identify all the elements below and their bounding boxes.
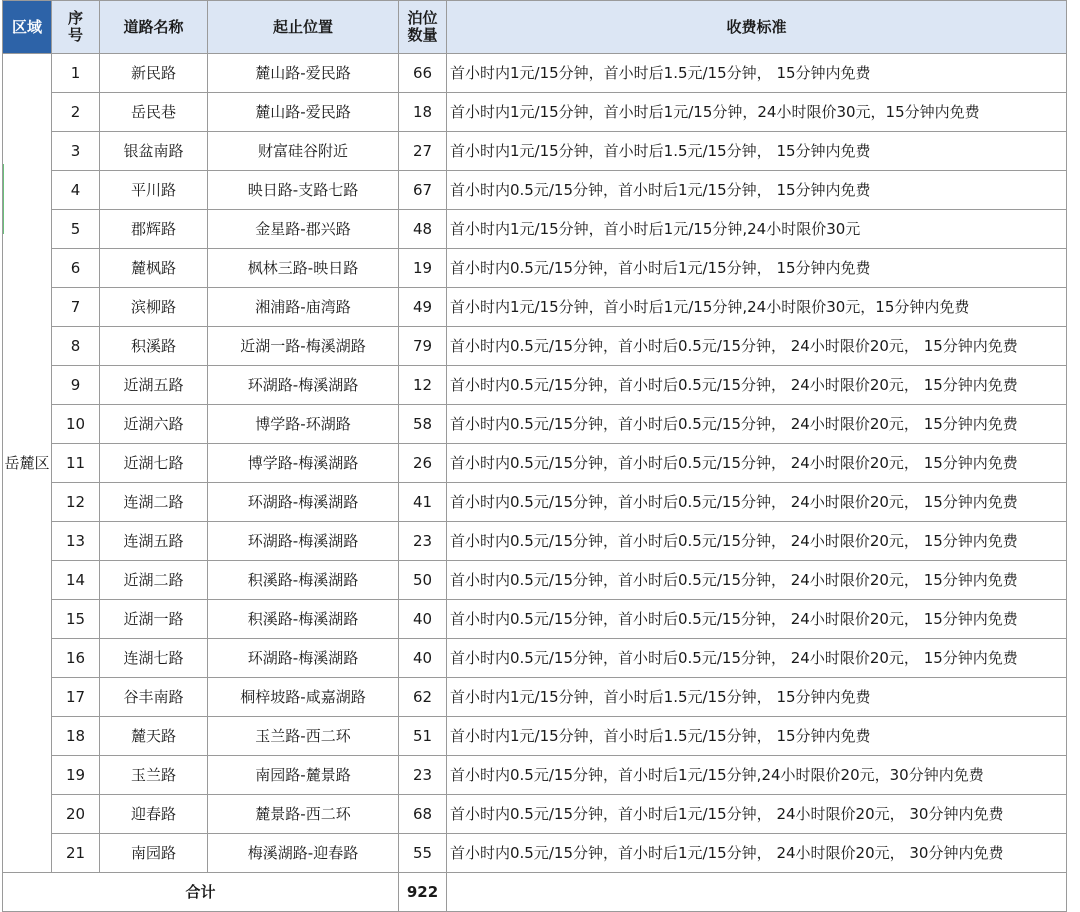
total-value: 922 xyxy=(399,873,447,912)
table-row xyxy=(3,132,1067,171)
fee-text: 首小时内1元/15分钟，首小时后1.5元/15分钟， 15分钟内免费 xyxy=(450,64,871,82)
header-range: 起止位置 xyxy=(208,1,399,54)
fee-text: 首小时内0.5元/15分钟，首小时后0.5元/15分钟， 24小时限价20元， 15分钟内免费 xyxy=(450,493,1018,511)
index-cell: 15 xyxy=(52,600,100,639)
total-label: 合计 xyxy=(3,873,399,912)
spots-cell: 67 xyxy=(399,171,447,210)
index-cell: 16 xyxy=(52,639,100,678)
road-name-cell: 玉兰路 xyxy=(100,756,208,795)
index-cell: 14 xyxy=(52,561,100,600)
index-cell: 6 xyxy=(52,249,100,288)
fee-cell xyxy=(447,522,1067,561)
fee-cell xyxy=(447,210,1067,249)
table-row xyxy=(3,561,1067,600)
fee-text: 首小时内0.5元/15分钟，首小时后1元/15分钟,24小时限价20元，30分钟内免费 xyxy=(450,766,984,784)
range-cell: 环湖路-梅溪湖路 xyxy=(208,483,399,522)
index-cell: 3 xyxy=(52,132,100,171)
spots-cell: 19 xyxy=(399,249,447,288)
fee-cell xyxy=(447,756,1067,795)
range-cell: 麓景路-西二环 xyxy=(208,795,399,834)
fee-cell xyxy=(447,834,1067,873)
road-name-cell: 滨柳路 xyxy=(100,288,208,327)
road-name-cell: 连湖七路 xyxy=(100,639,208,678)
fee-text: 首小时内1元/15分钟，首小时后1元/15分钟,24小时限价30元 xyxy=(450,220,861,238)
range-cell: 梅溪湖路-迎春路 xyxy=(208,834,399,873)
table-row xyxy=(3,600,1067,639)
fee-cell xyxy=(447,366,1067,405)
table-row xyxy=(3,366,1067,405)
road-name-cell: 麓枫路 xyxy=(100,249,208,288)
range-cell: 博学路-环湖路 xyxy=(208,405,399,444)
range-cell: 映日路-支路七路 xyxy=(208,171,399,210)
spots-cell: 49 xyxy=(399,288,447,327)
road-name-cell: 银盆南路 xyxy=(100,132,208,171)
road-name-cell: 平川路 xyxy=(100,171,208,210)
table-row xyxy=(3,834,1067,873)
range-cell: 金星路-郡兴路 xyxy=(208,210,399,249)
fee-text: 首小时内0.5元/15分钟，首小时后0.5元/15分钟， 24小时限价20元， 15分钟内免费 xyxy=(450,571,1018,589)
range-cell: 麓山路-爱民路 xyxy=(208,54,399,93)
range-cell: 枫林三路-映日路 xyxy=(208,249,399,288)
fee-cell xyxy=(447,288,1067,327)
fee-text: 首小时内1元/15分钟，首小时后1.5元/15分钟， 15分钟内免费 xyxy=(450,142,871,160)
road-name-cell: 迎春路 xyxy=(100,795,208,834)
fee-text: 首小时内0.5元/15分钟，首小时后0.5元/15分钟， 24小时限价20元， 15分钟内免费 xyxy=(450,337,1018,355)
spots-cell: 23 xyxy=(399,522,447,561)
index-cell: 21 xyxy=(52,834,100,873)
range-cell: 积溪路-梅溪湖路 xyxy=(208,561,399,600)
table-row xyxy=(3,327,1067,366)
fee-text: 首小时内0.5元/15分钟，首小时后0.5元/15分钟， 24小时限价20元， 15分钟内免费 xyxy=(450,376,1018,394)
range-cell: 博学路-梅溪湖路 xyxy=(208,444,399,483)
spots-cell: 12 xyxy=(399,366,447,405)
range-cell: 湘浦路-庙湾路 xyxy=(208,288,399,327)
table-row xyxy=(3,288,1067,327)
table-row xyxy=(3,210,1067,249)
spots-cell: 79 xyxy=(399,327,447,366)
fee-cell xyxy=(447,717,1067,756)
fee-cell xyxy=(447,249,1067,288)
fee-text: 首小时内0.5元/15分钟，首小时后1元/15分钟， 24小时限价20元， 30分钟内免费 xyxy=(450,805,1004,823)
table-row xyxy=(3,249,1067,288)
header-spots: 泊位数量 xyxy=(399,1,447,54)
index-cell: 10 xyxy=(52,405,100,444)
range-cell: 近湖一路-梅溪湖路 xyxy=(208,327,399,366)
index-cell: 20 xyxy=(52,795,100,834)
range-cell: 环湖路-梅溪湖路 xyxy=(208,639,399,678)
region-cell: 岳麓区 xyxy=(3,54,52,873)
table-row xyxy=(3,54,1067,93)
index-cell: 2 xyxy=(52,93,100,132)
table-row xyxy=(3,795,1067,834)
fee-text: 首小时内0.5元/15分钟，首小时后0.5元/15分钟， 24小时限价20元， 15分钟内免费 xyxy=(450,415,1018,433)
spots-cell: 50 xyxy=(399,561,447,600)
fee-text: 首小时内0.5元/15分钟，首小时后1元/15分钟， 15分钟内免费 xyxy=(450,181,871,199)
index-cell: 17 xyxy=(52,678,100,717)
table-row xyxy=(3,522,1067,561)
table-header xyxy=(3,1,1067,54)
range-cell: 积溪路-梅溪湖路 xyxy=(208,600,399,639)
index-cell: 8 xyxy=(52,327,100,366)
fee-cell xyxy=(447,405,1067,444)
index-cell: 18 xyxy=(52,717,100,756)
range-cell: 麓山路-爱民路 xyxy=(208,93,399,132)
road-name-cell: 连湖二路 xyxy=(100,483,208,522)
table-row xyxy=(3,717,1067,756)
table-row xyxy=(3,483,1067,522)
fee-text: 首小时内0.5元/15分钟，首小时后0.5元/15分钟， 24小时限价20元， 15分钟内免费 xyxy=(450,649,1018,667)
fee-cell xyxy=(447,639,1067,678)
header-index: 序号 xyxy=(52,1,100,54)
fee-text: 首小时内1元/15分钟，首小时后1.5元/15分钟， 15分钟内免费 xyxy=(450,688,871,706)
fee-text: 首小时内0.5元/15分钟，首小时后0.5元/15分钟， 24小时限价20元， 15分钟内免费 xyxy=(450,610,1018,628)
fee-cell xyxy=(447,795,1067,834)
spots-cell: 40 xyxy=(399,639,447,678)
header-road: 道路名称 xyxy=(100,1,208,54)
range-cell: 环湖路-梅溪湖路 xyxy=(208,366,399,405)
index-cell: 13 xyxy=(52,522,100,561)
table-row xyxy=(3,93,1067,132)
header-region: 区域 xyxy=(3,1,52,54)
index-cell: 11 xyxy=(52,444,100,483)
index-cell: 4 xyxy=(52,171,100,210)
spots-cell: 51 xyxy=(399,717,447,756)
fee-cell xyxy=(447,678,1067,717)
header-fee: 收费标准 xyxy=(447,1,1067,54)
fee-cell xyxy=(447,561,1067,600)
road-name-cell: 新民路 xyxy=(100,54,208,93)
index-cell: 19 xyxy=(52,756,100,795)
index-cell: 12 xyxy=(52,483,100,522)
fee-cell xyxy=(447,54,1067,93)
index-cell: 7 xyxy=(52,288,100,327)
fee-cell xyxy=(447,483,1067,522)
fee-cell xyxy=(447,132,1067,171)
total-empty-cell xyxy=(447,873,1067,912)
range-cell: 环湖路-梅溪湖路 xyxy=(208,522,399,561)
table-row xyxy=(3,678,1067,717)
spots-cell: 27 xyxy=(399,132,447,171)
fee-text: 首小时内0.5元/15分钟，首小时后1元/15分钟， 15分钟内免费 xyxy=(450,259,871,277)
fee-text: 首小时内1元/15分钟，首小时后1元/15分钟，24小时限价30元，15分钟内免费 xyxy=(450,103,980,121)
spots-cell: 41 xyxy=(399,483,447,522)
spots-cell: 58 xyxy=(399,405,447,444)
fee-text: 首小时内1元/15分钟，首小时后1.5元/15分钟， 15分钟内免费 xyxy=(450,727,871,745)
range-cell: 南园路-麓景路 xyxy=(208,756,399,795)
range-cell: 玉兰路-西二环 xyxy=(208,717,399,756)
fee-cell xyxy=(447,93,1067,132)
table-row xyxy=(3,444,1067,483)
road-name-cell: 岳民巷 xyxy=(100,93,208,132)
spots-cell: 68 xyxy=(399,795,447,834)
spots-cell: 62 xyxy=(399,678,447,717)
fee-text: 首小时内0.5元/15分钟，首小时后0.5元/15分钟， 24小时限价20元， 15分钟内免费 xyxy=(450,454,1018,472)
fee-cell xyxy=(447,327,1067,366)
parking-fee-table xyxy=(2,0,1067,912)
index-cell: 5 xyxy=(52,210,100,249)
range-cell: 财富硅谷附近 xyxy=(208,132,399,171)
road-name-cell: 谷丰南路 xyxy=(100,678,208,717)
index-cell: 9 xyxy=(52,366,100,405)
fee-cell xyxy=(447,600,1067,639)
road-name-cell: 积溪路 xyxy=(100,327,208,366)
range-cell: 桐梓坡路-咸嘉湖路 xyxy=(208,678,399,717)
table-row xyxy=(3,756,1067,795)
table-footer xyxy=(3,873,1067,912)
spots-cell: 66 xyxy=(399,54,447,93)
fee-cell xyxy=(447,171,1067,210)
spots-cell: 26 xyxy=(399,444,447,483)
fee-text: 首小时内1元/15分钟，首小时后1元/15分钟,24小时限价30元，15分钟内免费 xyxy=(450,298,970,316)
road-name-cell: 近湖五路 xyxy=(100,366,208,405)
index-cell: 1 xyxy=(52,54,100,93)
fee-cell xyxy=(447,444,1067,483)
road-name-cell: 近湖二路 xyxy=(100,561,208,600)
table-body xyxy=(3,54,1067,873)
road-name-cell: 南园路 xyxy=(100,834,208,873)
road-name-cell: 近湖一路 xyxy=(100,600,208,639)
road-name-cell: 近湖六路 xyxy=(100,405,208,444)
spots-cell: 23 xyxy=(399,756,447,795)
spots-cell: 40 xyxy=(399,600,447,639)
road-name-cell: 麓天路 xyxy=(100,717,208,756)
road-name-cell: 近湖七路 xyxy=(100,444,208,483)
table-row xyxy=(3,171,1067,210)
spots-cell: 48 xyxy=(399,210,447,249)
fee-text: 首小时内0.5元/15分钟，首小时后0.5元/15分钟， 24小时限价20元， 15分钟内免费 xyxy=(450,532,1018,550)
road-name-cell: 连湖五路 xyxy=(100,522,208,561)
table-row xyxy=(3,405,1067,444)
table-row xyxy=(3,639,1067,678)
spots-cell: 55 xyxy=(399,834,447,873)
spots-cell: 18 xyxy=(399,93,447,132)
road-name-cell: 郡辉路 xyxy=(100,210,208,249)
fee-text: 首小时内0.5元/15分钟，首小时后1元/15分钟， 24小时限价20元， 30分钟内免费 xyxy=(450,844,1004,862)
